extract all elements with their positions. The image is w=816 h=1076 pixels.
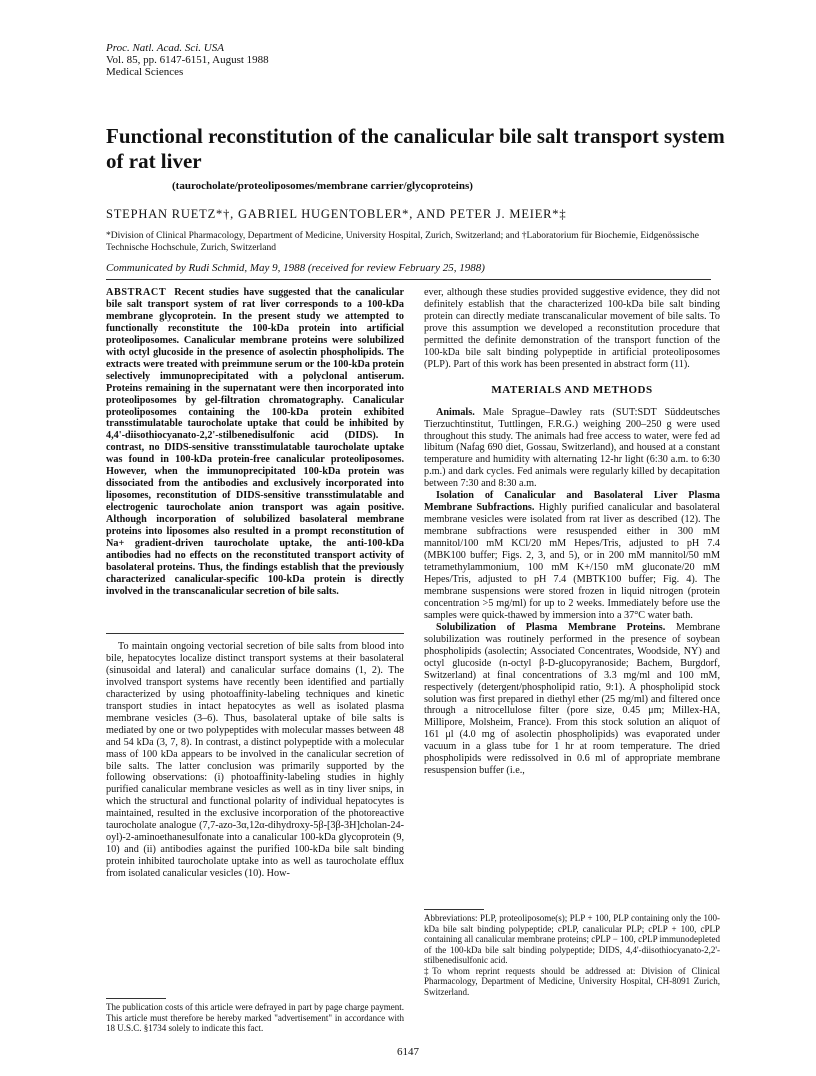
right-column	[424, 287, 720, 777]
affiliation: *Division of Clinical Pharmacology, Department of Medicine, University Hospital, Zurich, Switzerland; and †Laboratorium für Biochemie, Eidgenössische Technische Hochschule, Zurich, Switzerland	[106, 231, 699, 253]
reprint-note: ‡To whom reprint requests should be addressed at: Division of Clinical Pharmacology, Department of Medicine, University Hospital, CH-8091 Zurich, Switzerland.	[424, 965, 720, 997]
abstract-label: ABSTRACT	[106, 287, 167, 298]
keywords: (taurocholate/proteoliposomes/membrane carrier/glycoproteins)	[172, 180, 473, 192]
journal-section: Medical Sciences	[106, 66, 184, 78]
intro-paragraph: To maintain ongoing vectorial secretion of bile salts from blood into bile, hepatocytes localize distinct transport systems at their basolateral (sinusoidal and lateral) and canalicular surface domains (1, 2). The involved transport systems have recently been identified and partially characterized by using photoaffinity-labeling techniques and kinetic transport studies in intact hepatocytes as well as isolated plasma membrane vesicles (3–6). Thus, basolateral uptake of bile salts is mediated by one or two polypeptides with molecular masses between 48 and 54 kDa (3, 7, 8). In contrast, a distinct polypeptide with a molecular mass of 100 kDa appears to be involved in the canalicular secretion of bile salts. The latter conclusion was primarily supported by the following observations: (i) photoaffinity-labeling studies in highly purified canalicular membrane vesicles as well as in tiny liver snips, in which the structural and functional polarity of individual hepatocytes is maintained, resulted in the exclusive incorporation of the photoreactive taurocholate analogue (7,7-azo-3α,12α-dihydroxy-5β-[3β-3H]cholan-24-oyl)-2-aminoethanesulfonate into a canalicular 100-kDa glycoprotein (9, 10) and (ii) antibodies against the purified 100-kDa bile salt binding protein inhibited taurocholate uptake into as well as taurocholate efflux from isolated canalicular vesicles (10). How-	[106, 641, 404, 880]
authors: STEPHAN RUETZ*†, GABRIEL HUGENTOBLER*, AND PETER J. MEIER*‡	[106, 207, 567, 221]
journal-name: Proc. Natl. Acad. Sci. USA	[106, 42, 224, 54]
journal-header	[106, 42, 269, 78]
isolation-head: Isolation of Canalicular and Basolateral Liver Plasma Membrane Subfractions.	[424, 490, 720, 514]
costs-footnote	[106, 998, 404, 1034]
journal-volume: Vol. 85, pp. 6147-6151, August 1988	[106, 54, 269, 66]
footnote-rule-right	[424, 909, 484, 910]
isolation-text: Highly purified canalicular and basolateral membrane vesicles were isolated from rat liver as described (12). The membrane subfractions were resuspended either in 300 mM mannitol/100 mM KCl/20 mM Hepes/Tris, adjusted to pH 7.4 (MBK100 buffer; Figs. 2, 3, and 5), or in 200 mM mannitol/50 mM tetramethylammonium, 100 mM K+/150 mM gluconate/20 mM Hepes/Tris, adjusted to pH 7.4 (MBTK100 buffer; Fig. 4). The membrane suspensions were stored frozen in liquid nitrogen (protein concentration >5 mg/ml) for up to 2 weeks. Immediately before use the samples were quick-thawed by immersion into a 37°C water bath.	[424, 502, 721, 621]
isolation-paragraph	[424, 490, 720, 621]
solubilization-text: Membrane solubilization was routinely performed in the presence of soybean phospholipids (asolectin; Associated Concentrates, Woodside, NY) and octyl glucoside (n-octyl β-D-glucopyranoside; Bachem, Burgdorf, Switzerland) at final concentrations of 3.3 mg/ml and 100 mM, respectively (detergent/phospholipid ratio, 9:1). A phospholipid stock solution was first prepared in diethyl ether (25 mg/ml) and filtered once through a nitrocellulose filter (pore size, 0.45 μm; Millex-HA, Millipore, Molsheim, France). From this stock solution an aliquot of 161 μl (4.0 mg of asolectin phospholipids) was evaporated under vacuum in a glass tube for 1 hr at room temperature. The dried phospholipids were redissolved in 0.6 ml of appropriate membrane resuspension buffer (i.e.,	[424, 621, 721, 777]
article-title: Functional reconstitution of the canalicular bile salt transport system of rat liver	[106, 124, 725, 173]
animals-head: Animals.	[436, 406, 475, 418]
right-continuation: ever, although these studies provided suggestive evidence, they did not definitely establish that the characterized 100-kDa bile salt binding protein can directly mediate transcanalicular movement of bile salts. To prove this assumption we developed a reconstitution procedure that permitted the definite demonstration of the transport function of the 100-kDa bile salt binding polypeptide in artificial proteoliposomes (PLP). Part of this work has been presented in abstract form (11).	[424, 287, 720, 370]
header-rule	[106, 279, 711, 280]
methods-heading: MATERIALS AND METHODS	[491, 383, 653, 396]
costs-note: The publication costs of this article were defrayed in part by page charge payment. This article must therefore be hereby marked "advertisement" in accordance with 18 U.S.C. §1734 solely to indicate this fact.	[106, 1002, 404, 1033]
communicated-line: Communicated by Rudi Schmid, May 9, 1988 (received for review February 25, 1988)	[106, 262, 485, 274]
animals-paragraph	[424, 407, 720, 491]
animals-text: Male Sprague–Dawley rats (SUT:SDT Süddeutsches Tierzuchtinstitut, Tuttlingen, F.R.G.) weighing 200–250 g were used throughout this study. The animals had free access to water, were fed ad libitum (Nafag 690 diet, Gossau, Switzerland), and housed at a constant temperature and humidity with alternating 12-hr light (6:30 a.m. to 6:30 p.m.) and dark cycles. Fed animals were regularly killed by decapitation between 7:30 and 8:30 a.m.	[424, 406, 721, 490]
solubilization-head: Solubilization of Plasma Membrane Proteins.	[436, 621, 666, 633]
abstract-text: Recent studies have suggested that the canalicular bile salt transport system of rat liver corresponds to a 100-kDa membrane glycoprotein. In the present study we attempted to functionally reconstitute the 100-kDa protein into artificial proteoliposomes. Canalicular membrane proteins were solubilized with octyl glucoside in the presence of asolectin phospholipids. The extracts were treated with preimmune serum or the 100-kDa protein selectively immunoprecipitated with a polyclonal antiserum. Proteins remaining in the supernatant were then incorporated into proteoliposomes by gel-filtration chromatography. Canalicular proteoliposomes containing the 100-kDa protein exhibited transstimulatable taurocholate uptake that could be inhibited by 4,4'-diisothiocyanato-2,2'-stilbenedisulfonic acid (DIDS). In contrast, no DIDS-sensitive transstimulatable taurocholate uptake was found in 100-kDa protein-free canalicular proteoliposomes. However, when the immunoprecipitated 100-kDa protein was dissociated from the antibodies and exclusively incorporated into liposomes, reconstitution of DIDS-sensitive transstimulatable and electrogenic taurocholate anion transport was again positive. Although incorporation of solubilized basolateral membrane proteins into liposomes also resulted in a prompt reconstitution of Na+ gradient-driven taurocholate uptake, the anti-100-kDa antibodies had no effects on the reconstituted transport activity of basolateral proteins. Thus, the findings establish that the previously characterized canalicular-specific 100-kDa protein is directly involved in the transcanalicular secretion of bile salts.	[106, 287, 404, 597]
abbreviations-footnote	[424, 909, 720, 997]
abstract	[106, 287, 404, 629]
page-number: 6147	[397, 1046, 419, 1058]
solubilization-paragraph	[424, 622, 720, 777]
abbreviations: Abbreviations: PLP, proteoliposome(s); PLP + 100, PLP containing only the 100-kDa bile salt binding polypeptide; cPLP, canalicular PLP; cPLP + 100, cPLP containing all canalicular membrane proteins; cPLP − 100, cPLP immunodepleted of the 100-kDa bile salt binding polypeptide; DIDS, 4,4'-diisothiocyanato-2,2'-stilbenedisulfonic acid.	[424, 913, 720, 965]
footnote-rule	[106, 998, 166, 999]
abstract-rule	[106, 633, 404, 634]
